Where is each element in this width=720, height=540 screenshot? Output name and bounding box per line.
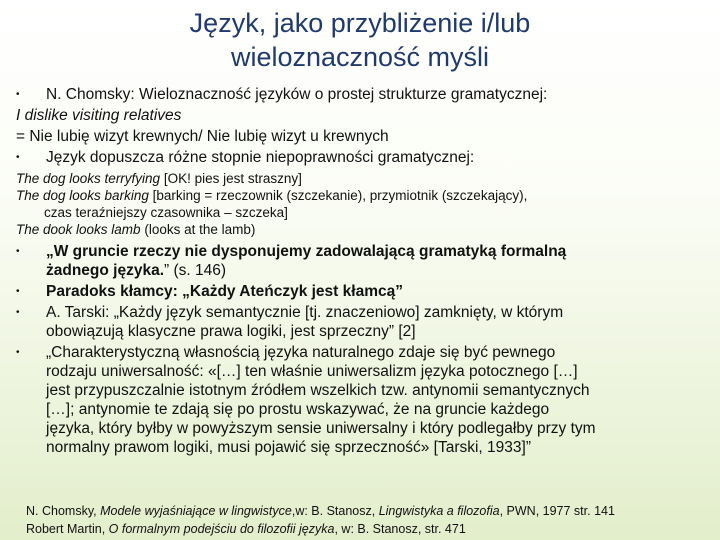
title-line-1: Język, jako przybliżenie i/lub	[189, 8, 531, 38]
bullet-text: Język dopuszcza różne stopnie niepoprawności gramatycznej:	[46, 149, 475, 166]
example-line: czas teraźniejszy czasownika – szczeka]	[44, 205, 288, 220]
reference-line: N. Chomsky, Modele wyjaśniające w lingwistyce,w: B. Stanosz, Lingwistyka a filozofia, PWN, 1977 str. 141	[26, 504, 615, 518]
bullet-dot: •	[16, 286, 20, 297]
bullet-chomsky	[16, 84, 712, 105]
bullet-dot: •	[16, 307, 20, 318]
bullet-list	[16, 242, 712, 457]
references	[26, 502, 615, 538]
list-item: • A. Tarski: „Każdy język semantycznie [tj. znaczeniowo] zamknięty, w którym obowiązują klasyczne prawa logiki, jest sprzeczny” [2]	[16, 304, 564, 340]
example-line: The dog looks barking [barking = rzeczownik (szczekanie), przymiotnik (szczekający),	[16, 188, 528, 203]
slide-title	[0, 6, 720, 74]
bullet-dot: •	[16, 89, 20, 100]
example-sentence: I dislike visiting relatives	[16, 107, 182, 124]
list-item: • „Charakterystyczną własnością języka naturalnego zdaje się być pewnego rodzaju uniwersalność: «[…] ten właśnie uniwersalizm języka potocznego […] jest przypuszczalnie istotnym źródłem wszelkich tzw. antynomii semantycznych […]; antynomie te zdają się po prostu wskazywać, że na gruncie każdego języka, który byłby w powyższym sensie uniwersalny i który podlegałby przy tym normalny prawom logiki, musi pojawić się sprzeczność» [Tarski, 1933]”	[16, 344, 596, 456]
example-line: The dog looks terryfying [OK! pies jest straszny]	[16, 171, 302, 186]
examples-block	[16, 170, 712, 238]
example-gloss: = Nie lubię wizyt krewnych/ Nie lubię wizyt u krewnych	[16, 128, 389, 145]
bullet-dot: •	[16, 347, 20, 358]
slide-body	[16, 84, 712, 459]
bullet-dot: •	[16, 152, 20, 163]
list-item: • „W gruncie rzeczy nie dysponujemy zadowalającą gramatyką formalną żadnego języka.” (s. 146)	[16, 243, 567, 279]
reference-line: Robert Martin, O formalnym podejściu do filozofii języka, w: B. Stanosz, str. 471	[26, 522, 466, 536]
title-line-2: wieloznaczność myśli	[230, 42, 490, 72]
bullet-grammar	[16, 147, 712, 168]
list-item: • Paradoks kłamcy: „Każdy Ateńczyk jest kłamcą”	[16, 283, 403, 300]
bullet-dot: •	[16, 246, 20, 257]
bullet-text: N. Chomsky: Wieloznaczność języków o prostej strukturze gramatycznej:	[46, 86, 548, 103]
example-line: The dook looks lamb (looks at the lamb)	[16, 222, 256, 237]
